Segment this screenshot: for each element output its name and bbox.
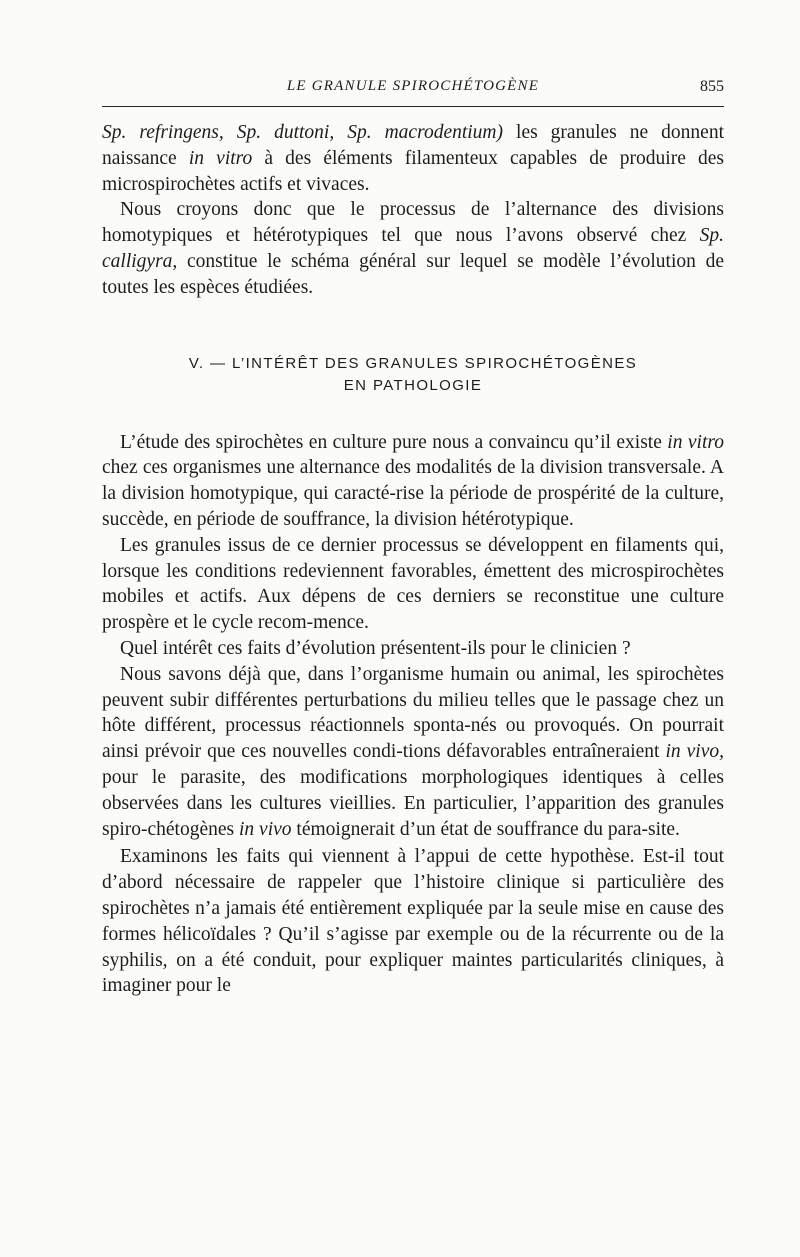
text-run: constitue le schéma général sur lequel se modèle l’évolution de toutes les espèces étudiées.	[102, 250, 724, 298]
italic-species-list: Sp. refringens, Sp. duttoni, Sp. macrodentium)	[102, 122, 504, 143]
section-heading	[102, 353, 724, 397]
text-run: Nous savons déjà que, dans l’organisme humain ou animal, les spirochètes peuvent subir différentes perturbations du milieu telles que le passage chez un hôte différent, processus réactionnels sponta-nés ou provoqués. On pourrait ainsi prévoir que ces nouvelles condi-tions défavorables entraîneraient	[102, 663, 724, 763]
paragraph	[102, 197, 724, 300]
paragraph: Quel intérêt ces faits d’évolution présentent-ils pour le clinicien ?	[120, 637, 631, 659]
italic-species: Sp. calligyra,	[102, 225, 724, 272]
section-heading-line: V. — L’INTÉRÊT DES GRANULES SPIROCHÉTOGÈNES	[188, 354, 638, 372]
text-run: à des éléments filamenteux capables de produire des microspirochètes actifs et vivaces.	[102, 147, 724, 195]
text-run: témoignerait d’un état de souffrance du para-site.	[291, 818, 680, 840]
paragraph	[102, 120, 724, 197]
body-text	[102, 120, 724, 999]
italic-term: in vitro	[188, 147, 253, 169]
paragraph	[102, 662, 724, 843]
text-run: pour le parasite, des modifications morphologiques identiques à celles observées dans les cultures vieillies. En particulier, l’apparition des granules spiro-chétogènes	[102, 766, 724, 840]
italic-term: in vivo,	[665, 741, 724, 763]
text-run: les granules ne donnent naissance	[102, 122, 724, 169]
running-title: LE GRANULE SPIROCHÉTOGÈNE	[286, 78, 540, 94]
header-rule	[102, 106, 724, 107]
paragraph: Examinons les faits qui viennent à l’appui de cette hypothèse. Est-il tout d’abord nécessaire de rappeler que l’histoire clinique si particulière des spirochètes n’a jamais été entièrement expliquée par la seule mise en cause des formes hélicoïdales ? Qu’il s’agisse par exemple ou de la récurrente ou de la syphilis, on a été conduit, pour expliquer maintes particularités cliniques, à imaginer pour le	[102, 846, 724, 997]
italic-term: in vitro	[667, 431, 724, 453]
text-run: Nous croyons donc que le processus de l’alternance des divisions homotypiques et hétérotypiques tel que nous l’avons observé chez	[102, 199, 724, 247]
italic-term: in vivo	[239, 818, 292, 840]
paragraph	[102, 430, 724, 533]
section-heading-line: EN PATHOLOGIE	[343, 376, 483, 394]
text-run: chez ces organismes une alternance des modalités de la division transversale. A la division homotypique, qui caracté-rise la période de prospérité de la culture, succède, en période de souffrance, la division hétérotypique.	[102, 457, 724, 530]
page-number: 855	[700, 78, 724, 95]
running-header	[102, 78, 724, 102]
text-run: L’étude des spirochètes en culture pure nous a convaincu qu’il existe	[120, 431, 668, 453]
paragraph: Les granules issus de ce dernier processus se développent en filaments qui, lorsque les conditions redeviennent favorables, émettent des microspirochètes mobiles et actifs. Aux dépens de ces derniers se reconstitue une culture prospère et le cycle recom-mence.	[102, 534, 724, 634]
